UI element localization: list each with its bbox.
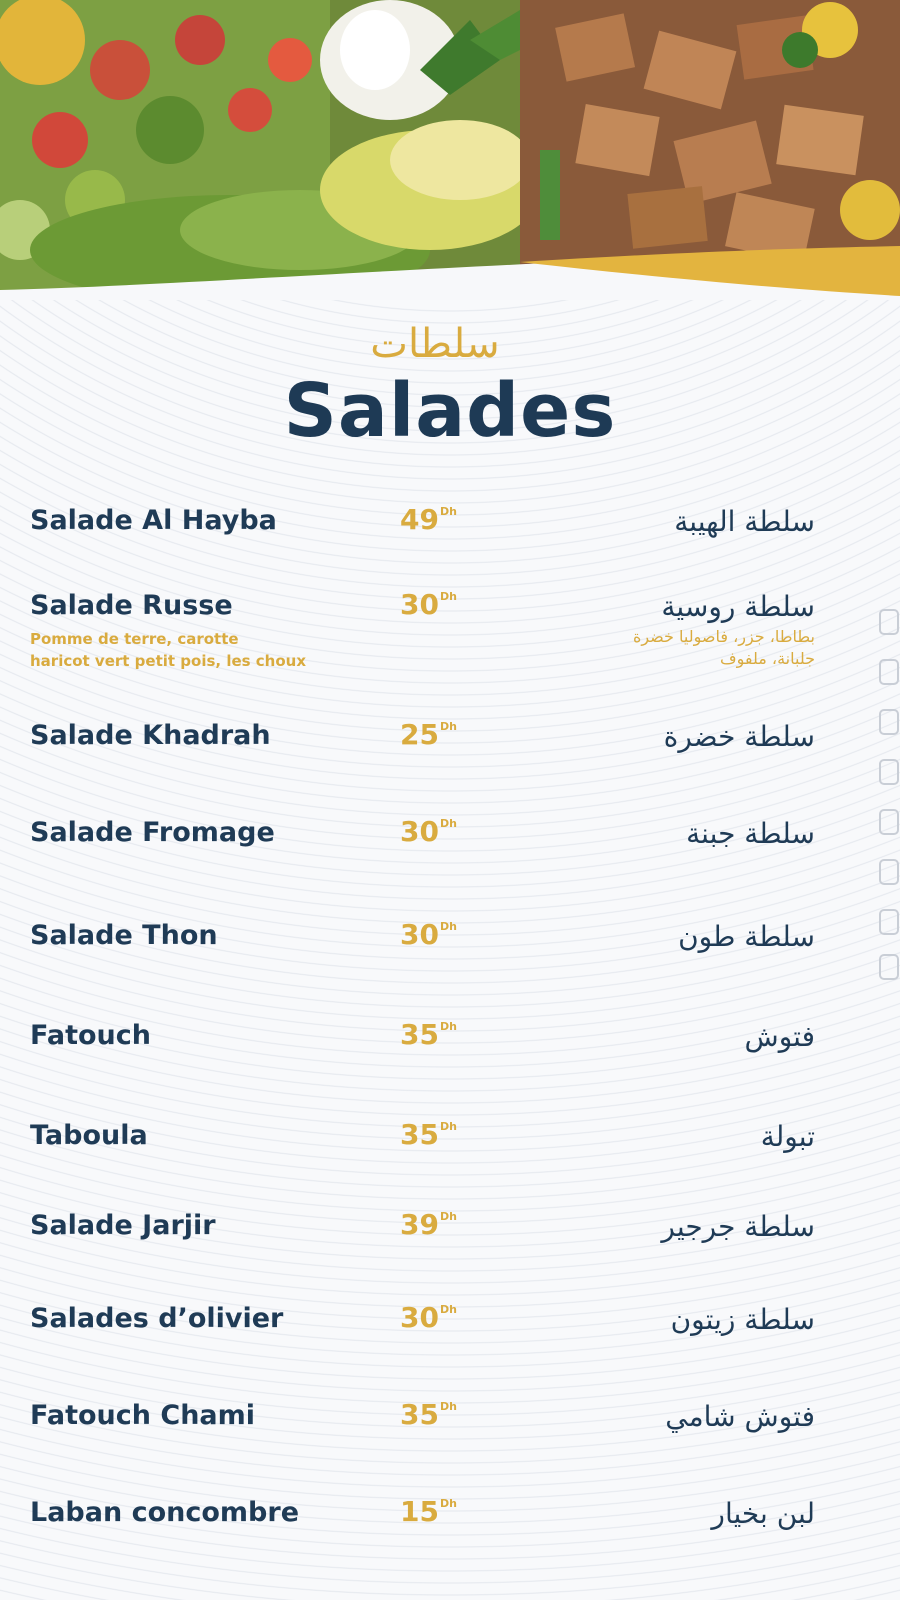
item-name-fr: Salades d’olivier	[30, 1303, 284, 1334]
page-edge-decoration	[872, 600, 900, 1000]
item-price: $35^{Dh}$	[400, 1118, 457, 1151]
item-name-ar: تبولة	[760, 1120, 815, 1153]
salad-photo-banner	[0, 0, 900, 300]
item-price: $30^{Dh}$	[400, 1301, 457, 1334]
item-name-ar: سلطة روسية	[661, 590, 815, 623]
item-price: $30^{Dh}$	[400, 918, 457, 951]
item-name-ar: سلطة جرجير	[661, 1210, 815, 1243]
item-name-fr: Laban concombre	[30, 1497, 300, 1528]
item-name-fr: Salade Khadrah	[30, 720, 271, 751]
item-name-ar: سلطة طون	[678, 920, 815, 953]
item-name-fr: Salade Russe	[30, 590, 233, 621]
item-name-ar: فتوش شامي	[665, 1400, 815, 1433]
item-price: $15^{Dh}$	[400, 1495, 457, 1528]
item-name-ar: سلطة الهيبة	[674, 505, 815, 538]
item-price: $30^{Dh}$	[400, 815, 457, 848]
item-price: $25^{Dh}$	[400, 718, 457, 751]
item-name-fr: Fatouch	[30, 1020, 151, 1051]
section-header	[0, 320, 900, 454]
item-name-ar: سلطة جبنة	[686, 817, 815, 850]
item-price: $35^{Dh}$	[400, 1018, 457, 1051]
item-name-ar: سلطة خضرة	[663, 720, 815, 753]
item-name-fr: Salade Al Hayba	[30, 505, 277, 536]
item-name-ar: سلطة زيتون	[670, 1303, 815, 1336]
section-title-french: Salades	[283, 368, 617, 454]
item-description-ar: بطاطا، جزر، فاصوليا خضرة جلبانة، ملفوف	[632, 627, 815, 668]
item-price: $30^{Dh}$	[400, 588, 457, 621]
item-price: $39^{Dh}$	[400, 1208, 457, 1241]
item-name-fr: Fatouch Chami	[30, 1400, 256, 1431]
item-price: $49^{Dh}$	[400, 503, 457, 536]
item-name-ar: فتوش	[744, 1020, 815, 1053]
item-name-ar: لبن بخيار	[711, 1497, 815, 1530]
item-name-fr: Salade Jarjir	[30, 1210, 216, 1241]
section-title-arabic: سلطات	[370, 321, 500, 367]
item-price: $35^{Dh}$	[400, 1398, 457, 1431]
item-description-fr: Pomme de terre, carotte haricot vert petit pois, les choux	[30, 630, 307, 670]
item-name-fr: Salade Fromage	[30, 817, 275, 848]
item-name-fr: Taboula	[30, 1120, 148, 1151]
item-name-fr: Salade Thon	[30, 920, 218, 951]
